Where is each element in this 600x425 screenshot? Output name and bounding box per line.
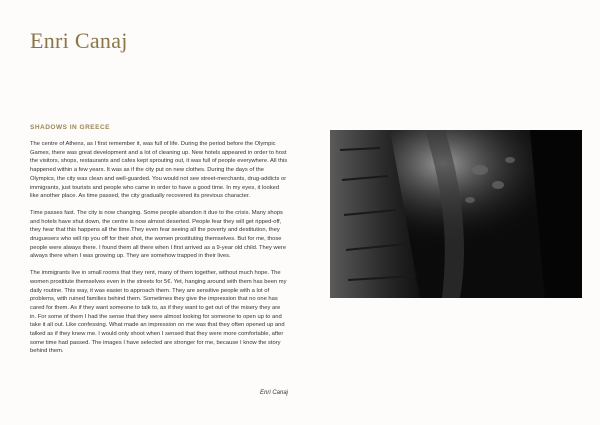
signature: Enri Canaj [259,390,288,396]
photo-image [330,130,582,298]
section-title: SHADOWS IN GREECE [30,124,111,131]
paragraph-1: The centre of Athens, as I first remember it, was full of life. During the period before the Olympic Games, there was great development and a lot of cleaning up. New hotels appeared in order to host the visitors, shops, restaurants and cafes kept sprouting out, it was full of people everywhere. All this happened within a few years. It was as if the city put on new clothes. During the days of the Olympics, the city was clean and well-guarded. You would not see street-merchants, drug-addicts or immigrants, just tourists and people who came in order to have a good time. In my eyes, it looked like another place. As time passed, the city gradually recovered its previous character. [30,141,288,200]
paragraph-2: Time passes fast. The city is now changing. Some people abandon it due to the crisis. Many shops and hotels have shut down, the centre is now almost deserted. People fear they will get ripped-off, they hear that this happens all the time.They even fear seeing all the poverty and destitution, they druguesers who will rip you off for their shot, the women prostituting themselves. But for me, those people were always there. I found them all there when I first arrived as a 9-year old child. They were always there when I was growing up. They are somehow trapped in their lives. [30,209,287,260]
author-name: Enri Canaj [30,28,128,53]
paragraph-3: The immigrants live in small rooms that they rent, many of them together, without much hope. The women prostitute themselves even in the streets for 5€. Yet, hanging around with them has been my daily routine. This way, it was easier to approach them. They are sensitive people with a lot of problems, with ruined families behind them. Sometimes they give the impression that no one has cared for them. As if they want someone to talk to, as if they want to get out of the misery they are in. For some of them I had the sense that they were almost looking for someone to open up to and take it all out. Like confessing. What made an impression on me was that they often opened up and talked as if they knew me. I would only shoot when I sensed that they were more comfortable, after some time had passed. The images I have selected are stronger for me, because I know the story behind them. [30,270,287,355]
body-text [30,140,288,364]
street-photo [330,130,582,298]
